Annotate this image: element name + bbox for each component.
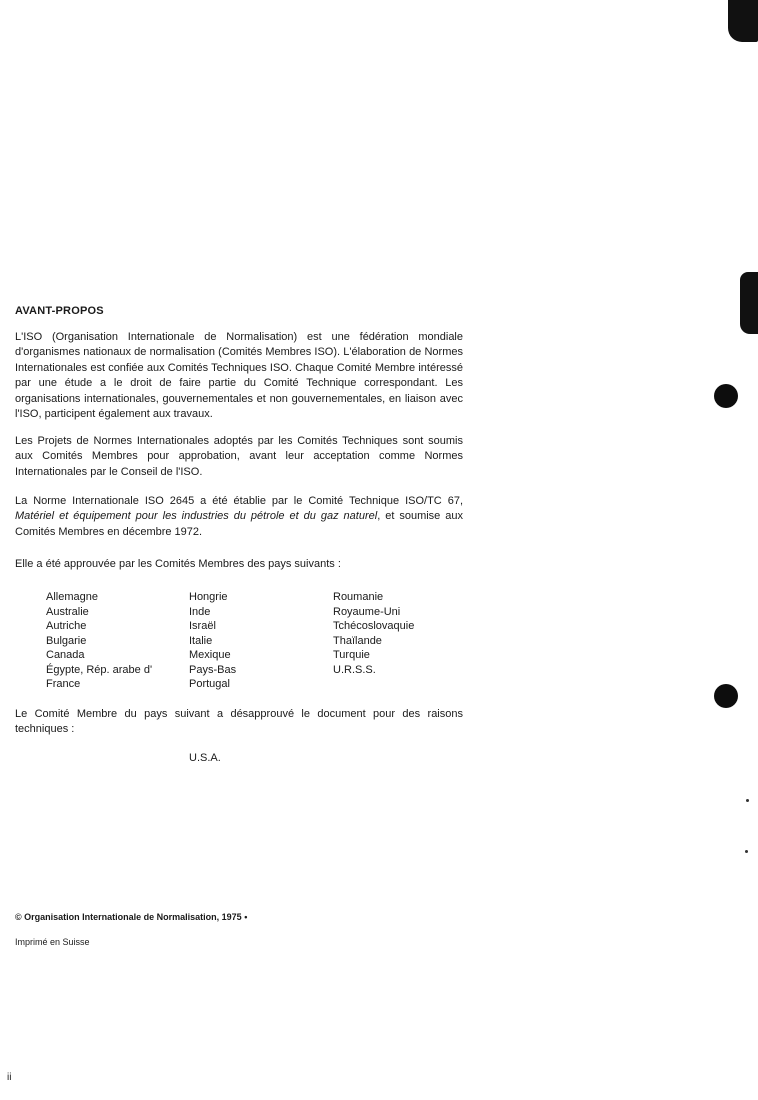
committee-title: Matériel et équipement pour les industries du pétrole et du gaz naturel xyxy=(15,510,378,523)
country-name: Égypte, Rép. arabe d' xyxy=(46,663,153,676)
scan-edge-mark xyxy=(740,272,758,334)
standard-origin-text: La Norme Internationale ISO 2645 a été établie par le Comité Technique ISO/TC 67, xyxy=(15,495,463,507)
copyright-notice: © Organisation Internationale de Normalisation, 1975 • xyxy=(15,912,248,922)
country-column xyxy=(333,590,414,677)
paragraph-standard-origin xyxy=(15,494,463,540)
country-name: Australie xyxy=(46,605,89,618)
punch-hole xyxy=(714,684,738,708)
country-name: Canada xyxy=(46,649,85,661)
country-name: Autriche xyxy=(46,620,87,632)
country-name: Royaume-Uni xyxy=(333,605,401,618)
paragraph-iso-description: L'ISO (Organisation Internationale de Normalisation) est une fédération mondiale d'organismes nationaux de normalisation (Comités Membres ISO). L'élaboration de Normes Internationales est confiée aux Comités Techniques ISO. Chaque Comité Membre intéressé par une étude a le droit de faire partie du Comité Technique correspondant. Les organisations internationales, gouvernementales et non gouvernementales, en liaison avec l'ISO, participent également aux travaux. xyxy=(15,331,463,421)
printed-in-note: Imprimé en Suisse xyxy=(15,937,90,947)
country-name: Hongrie xyxy=(189,591,228,603)
country-name: Bulgarie xyxy=(46,634,87,647)
country-name: Italie xyxy=(189,634,213,647)
standard-origin-text-end: , et soumise aux Comités Membres en décembre 1972. xyxy=(15,510,463,538)
country-name: U.R.S.S. xyxy=(333,663,376,676)
paragraph-disapproval: Le Comité Membre du pays suivant a désapprouvé le document pour des raisons techniques : xyxy=(15,708,463,736)
paragraph-approval-intro: Elle a été approuvée par les Comités Membres des pays suivants : xyxy=(15,558,341,570)
country-name: Thaïlande xyxy=(333,634,382,647)
scan-speck xyxy=(746,799,749,802)
scan-speck xyxy=(745,850,748,853)
country-name: Mexique xyxy=(189,649,231,661)
disapproving-country: U.S.A. xyxy=(189,752,221,764)
scan-edge-mark xyxy=(728,0,758,42)
country-name: Portugal xyxy=(189,678,230,690)
country-column xyxy=(189,590,236,692)
country-name: Turquie xyxy=(333,649,370,661)
country-name: Pays-Bas xyxy=(189,663,237,676)
country-name: Israël xyxy=(189,620,216,632)
country-name: Allemagne xyxy=(46,591,98,603)
paragraph-draft-approval: Les Projets de Normes Internationales adoptés par les Comités Techniques sont soumis aux Comités Membres pour approbation, avant leur acceptation comme Normes Internationales par le Conseil de l'ISO. xyxy=(15,435,463,478)
punch-hole xyxy=(714,384,738,408)
country-name: Inde xyxy=(189,605,211,618)
section-heading: AVANT-PROPOS xyxy=(15,305,104,317)
country-name: France xyxy=(46,678,81,690)
page-number: ii xyxy=(7,1072,12,1083)
country-column xyxy=(46,590,152,692)
country-name: Tchécoslovaquie xyxy=(333,620,415,632)
country-name: Roumanie xyxy=(333,591,384,603)
